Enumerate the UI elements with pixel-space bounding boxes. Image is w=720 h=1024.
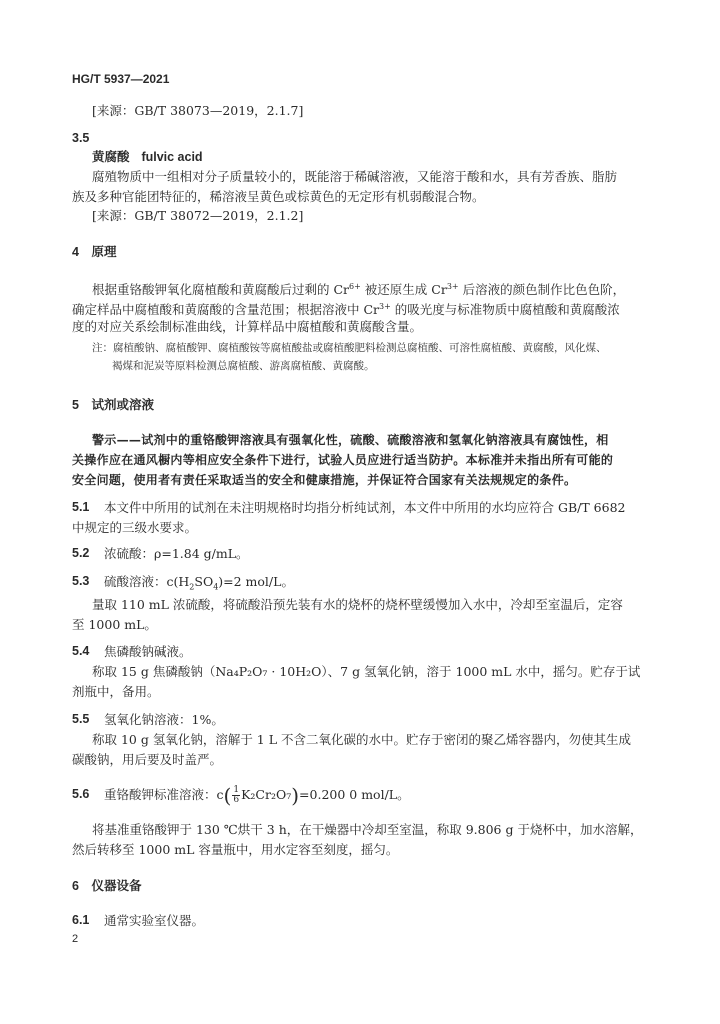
page-number: 2 xyxy=(72,933,79,945)
clause-text: 碳酸钠，用后要及时盖严。 xyxy=(72,752,223,767)
subscript: 4 xyxy=(213,582,219,592)
note-line: 注：腐植酸钠、腐植酸钾、腐植酸铵等腐植酸盐或腐植酸肥料检测总腐植酸、可溶性腐植酸、黄腐酸，风化煤、 xyxy=(92,342,607,354)
text-run: SO xyxy=(194,574,214,589)
subscript: 2 xyxy=(189,582,195,592)
text-run: 重铬酸钾标准溶液：c xyxy=(104,787,224,802)
source-citation: [来源：GB/T 38073—2019，2.1.7] xyxy=(92,103,304,118)
clause-number: 5.5 xyxy=(72,712,90,726)
clause-text: 至 1000 mL。 xyxy=(72,617,157,632)
text-run: 后溶液的颜色制作比色色阶， xyxy=(458,282,626,298)
definition-line: 族及多种官能团特征的，稀溶液呈黄色或棕黄色的无定形有机弱酸混合物。 xyxy=(72,189,485,204)
warning-line: 警示——试剂中的重铬酸钾溶液具有强氧化性，硫酸、硫酸溶液和氢氧化钠溶液具有腐蚀性，相 xyxy=(92,433,609,447)
clause-text: 通常实验室仪器。 xyxy=(104,913,205,928)
clause-number: 5.2 xyxy=(72,546,90,560)
clause-text: 然后转移至 1000 mL 容量瓶中，用水定容至刻度，摇匀。 xyxy=(72,842,399,857)
fraction-denominator: 6 xyxy=(233,795,240,805)
clause-number: 5.1 xyxy=(72,500,90,514)
document-code: HG/T 5937—2021 xyxy=(72,72,170,86)
clause-text: 中规定的三级水要求。 xyxy=(72,520,198,535)
text-run: =0.200 0 mol/L。 xyxy=(299,787,410,802)
text-run: )=2 mol/L。 xyxy=(218,574,294,589)
clause-text: 重铬酸钾标准溶液：c( $\frac{1}{6}$ K₂Cr₂O₇)=0.200 0 mol/L。 xyxy=(104,783,410,808)
warning-line: 安全问题，使用者有责任采取适当的安全和健康措施，并保证符合国家有关法规规定的条件。 xyxy=(72,473,577,487)
text-run: K₂Cr₂O₇ xyxy=(241,787,292,802)
fraction-numerator: 1 xyxy=(233,785,240,795)
clause-text xyxy=(104,572,294,598)
clause-number: 5.6 xyxy=(72,787,90,801)
section-heading: 4 原理 xyxy=(72,245,117,259)
superscript: 6+ xyxy=(349,282,361,291)
clause-number: 5.4 xyxy=(72,644,90,658)
clause-text: 浓硫酸：ρ=1.84 g/mL。 xyxy=(104,546,249,561)
section-number: 3.5 xyxy=(72,131,90,145)
superscript: 3+ xyxy=(379,302,391,311)
clause-number: 6.1 xyxy=(72,913,90,927)
warning-line: 关操作应在通风橱内等相应安全条件下进行，试验人员应进行适当防护。本标准并未指出所有可能的 xyxy=(72,453,614,467)
text-run: 根据重铬酸钾氧化腐植酸和黄腐酸后过剩的 Cr xyxy=(92,282,350,298)
section-heading: 5 试剂或溶液 xyxy=(72,398,154,412)
text-run: 确定样品中腐植酸和黄腐酸的含量范围；根据溶液中 Cr xyxy=(72,302,380,318)
clause-text: 量取 110 mL 浓硫酸，将硫酸沿预先装有水的烧杯的烧杯壁缓慢加入水中，冷却至室温后，定容 xyxy=(92,597,623,612)
note-line: 褐煤和泥炭等原料检测总腐植酸、游离腐植酸、黄腐酸。 xyxy=(112,360,375,372)
term-heading xyxy=(92,147,203,167)
clause-text: 焦磷酸钠碱液。 xyxy=(104,644,192,659)
text-run: 被还原生成 Cr xyxy=(360,282,447,298)
clause-text: 称取 15 g 焦磷酸钠（Na₄P₂O₇ · 10H₂O）、7 g 氢氧化钠，溶于 1000 mL 水中，摇匀。贮存于试 xyxy=(92,664,641,679)
superscript: 3+ xyxy=(446,282,459,291)
clause-text: 将基准重铬酸钾于 130 ℃烘干 3 h，在干燥器中冷却至室温，称取 9.806 g 于烧杯中，加水溶解， xyxy=(92,822,643,837)
clause-text: 称取 10 g 氢氧化钠，溶解于 1 L 不含二氧化碳的水中。贮存于密闭的聚乙烯容器内，勿使其生成 xyxy=(92,732,632,747)
clause-text: 氢氧化钠溶液：1%。 xyxy=(104,712,224,727)
clause-number: 5.3 xyxy=(72,574,90,588)
source-citation: [来源：GB/T 38072—2019，2.1.2] xyxy=(92,208,304,223)
definition-line: 腐殖物质中一组相对分子质量较小的，既能溶于稀碱溶液，又能溶于酸和水，具有芳香族、脂肪 xyxy=(92,169,618,184)
clause-text: 剂瓶中，备用。 xyxy=(72,684,160,699)
section-heading: 6 仪器设备 xyxy=(72,879,142,893)
text-run: 的吸光度与标准物质中腐植酸和黄腐酸浓 xyxy=(390,302,620,318)
term-cn: 黄腐酸 xyxy=(92,149,130,164)
paragraph-line: 度的对应关系绘制标准曲线，计算样品中腐植酸和黄腐酸含量。 xyxy=(72,319,423,334)
clause-text: 本文件中所用的试剂在未注明规格时均指分析纯试剂，本文件中所用的水均应符合 GB/T 6682 xyxy=(104,500,626,515)
fraction xyxy=(232,786,240,805)
term-en: fulvic acid xyxy=(141,150,203,164)
text-run: 硫酸溶液：c(H xyxy=(104,574,190,589)
